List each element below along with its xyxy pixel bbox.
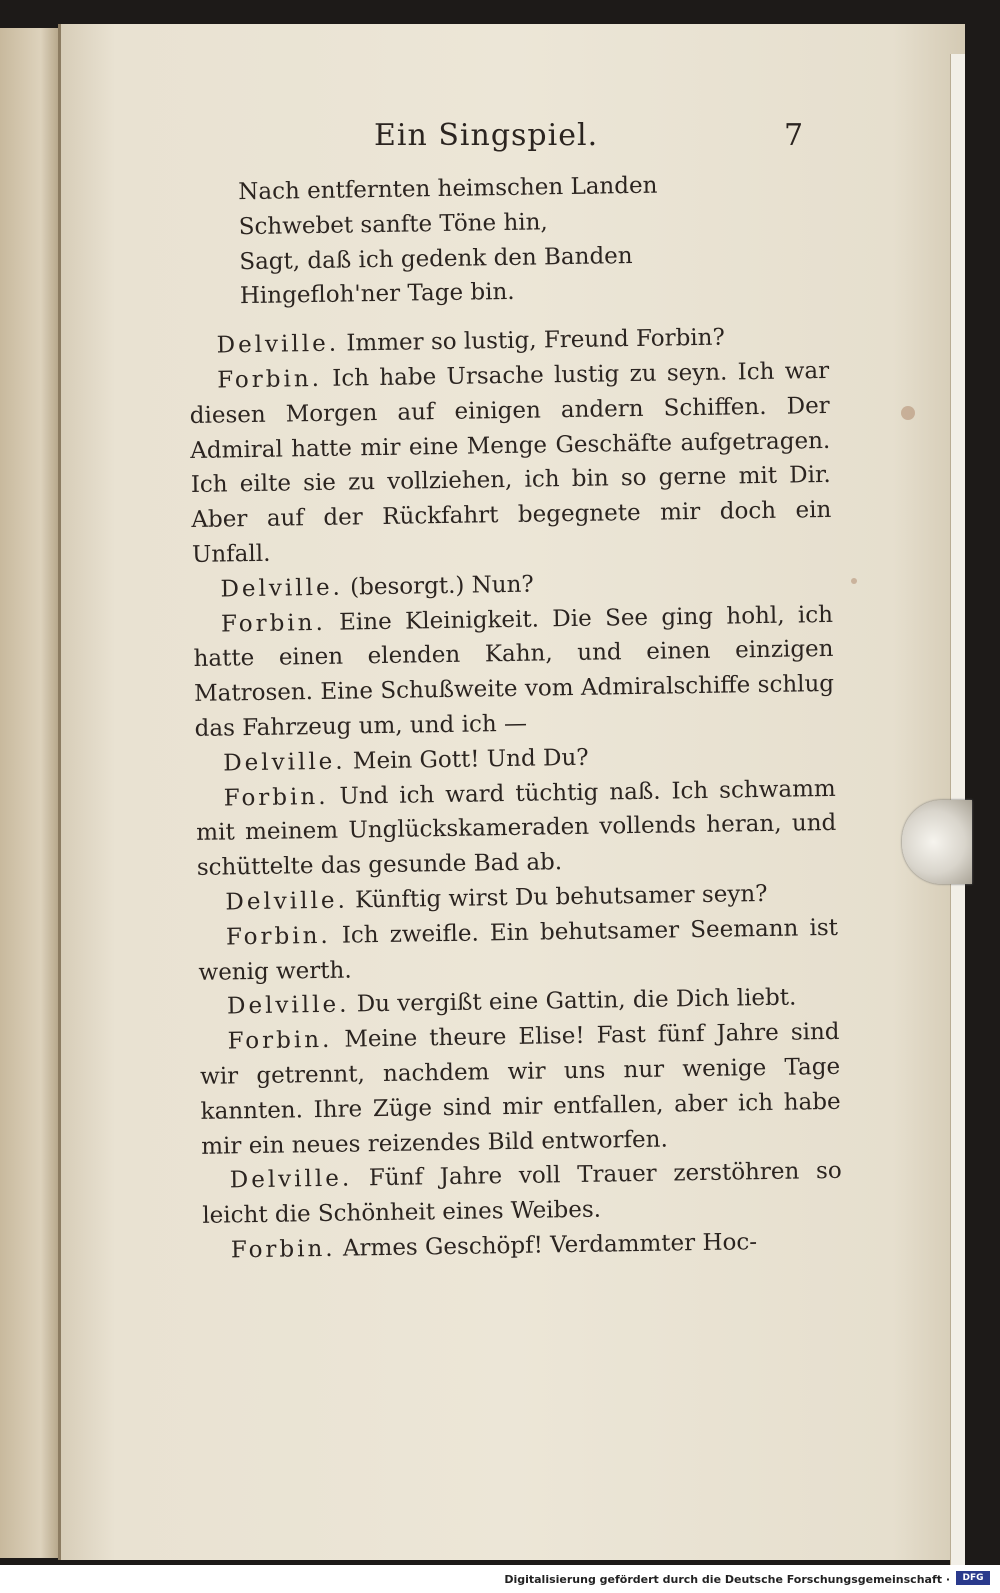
speaker-name: Forbin. xyxy=(230,1235,336,1264)
speaker-name: Delville. xyxy=(225,887,349,916)
dialogue-text: Ich habe Ursache lustig zu seyn. Ich war diesen Morgen auf einigen andern Schiffen. Der Admiral hatte mir eine Menge Geschäfte aufgetragen. Ich eilte sie zu vollziehen, ich bin so gerne mit Dir. Aber auf der Rückfahrt begegnete mir doch ein Unfall. xyxy=(189,357,832,568)
speaker-name: Delville. xyxy=(216,330,340,359)
speaker-name: Delville. xyxy=(229,1165,353,1194)
body-text xyxy=(186,166,843,1269)
dialogue-text: Mein Gott! Und Du? xyxy=(345,744,589,775)
verse xyxy=(238,166,828,314)
dialogue-line xyxy=(198,911,839,991)
dialogue-text: (besorgt.) Nun? xyxy=(342,571,534,601)
dialogue-text: Künftig wirst Du behutsamer seyn? xyxy=(347,880,768,914)
speaker-name: Forbin. xyxy=(223,783,329,812)
speaker-name: Delville. xyxy=(226,991,350,1020)
foxing-stain xyxy=(851,578,857,584)
digitization-footer xyxy=(0,1565,1000,1593)
dialogue-line xyxy=(199,1015,841,1164)
dialogue-line xyxy=(193,597,835,746)
verse-line: Hingefloh'ner Tage bin. xyxy=(239,279,515,310)
speaker-name: Forbin. xyxy=(220,609,326,638)
dialogue-text: Ich zweifle. Ein behutsamer Seemann ist wenig werth. xyxy=(198,914,839,986)
dialogue-text: Du vergißt eine Gattin, die Dich liebt. xyxy=(349,984,797,1018)
speaker-name: Forbin. xyxy=(227,1026,333,1055)
dialogue-text: Und ich ward tüchtig naß. Ich schwamm mit meinem Unglückskameraden vollends heran, und schüttelte das gesunde Bad ab. xyxy=(196,775,837,882)
dialogue-text: Eine Kleinigkeit. Die See ging hohl, ich hatte einen elenden Kahn, und einen einzigen Matrosen. Eine Schußweite vom Admiralschiffe schlug das Fahrzeug um, und ich — xyxy=(193,601,835,742)
page-clip xyxy=(902,800,972,884)
dialogue-text: Fünf Jahre voll Trauer zerstöhren so leicht die Schönheit eines Weibes. xyxy=(202,1158,842,1229)
funding-credit: Digitalisierung gefördert durch die Deutsche Forschungsgemeinschaft · xyxy=(504,1573,950,1586)
facing-page-edge xyxy=(0,28,58,1558)
verse-line: Nach entfernten heimschen Landen xyxy=(238,172,658,206)
dialogue-line xyxy=(189,354,832,573)
running-title: Ein Singspiel. xyxy=(374,118,599,153)
dialogue-text: Armes Geschöpf! Verdammter Hoc- xyxy=(335,1229,758,1262)
running-header xyxy=(0,118,1000,158)
dialogue-text: Meine theure Elise! Fast fünf Jahre sind wir getrennt, nachdem wir uns nur wenige Tage kannten. Ihre Züge sind mir entfallen, aber ich habe mir ein neues reizendes Bild entworfen. xyxy=(199,1018,841,1160)
verse-line: Schwebet sanfte Töne hin, xyxy=(238,209,548,240)
speaker-name: Delville. xyxy=(223,748,346,777)
page-number: 7 xyxy=(784,118,804,153)
dialogue-line xyxy=(202,1154,843,1234)
speaker-name: Forbin. xyxy=(217,365,323,394)
foxing-stain xyxy=(901,406,915,420)
verse-line: Sagt, daß ich gedenk den Banden xyxy=(239,242,633,275)
dialogue-text: Immer so lustig, Freund Forbin? xyxy=(338,324,726,357)
dialogue-line xyxy=(196,771,838,885)
dfg-logo: DFG xyxy=(956,1571,990,1585)
speaker-name: Forbin. xyxy=(225,922,331,951)
speaker-name: Delville. xyxy=(220,574,344,603)
